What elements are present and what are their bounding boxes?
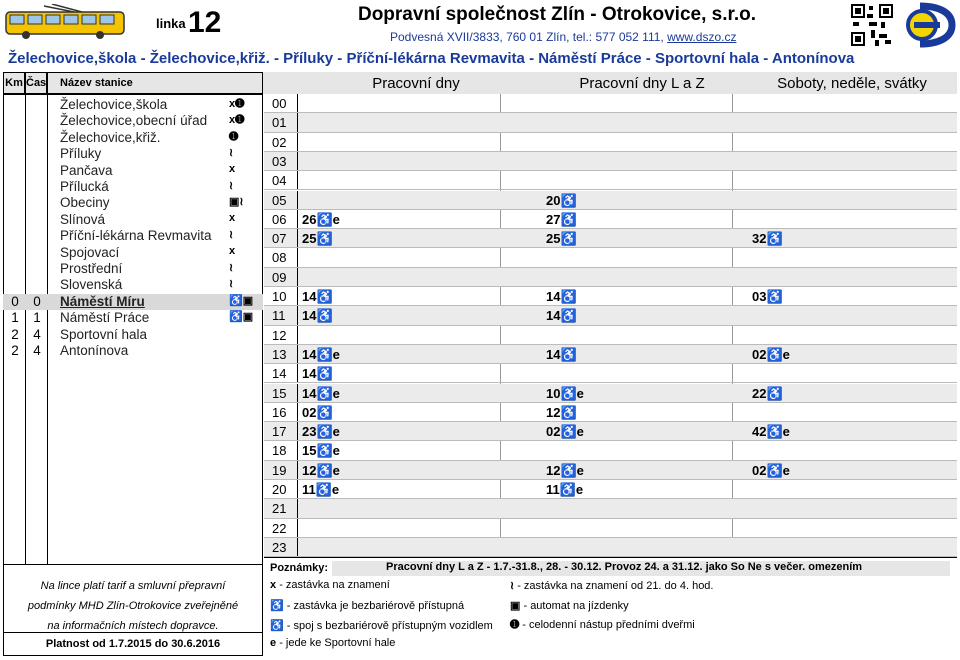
legend-text: - zastávka je bezbariérově přístupná	[286, 600, 465, 612]
stop-km: 1	[11, 310, 19, 326]
stop-flags: ♿▣	[229, 311, 254, 324]
hour-row	[264, 94, 957, 113]
departure-holiday-weekday: 11♿e	[546, 482, 584, 497]
hour-label: 19	[264, 461, 298, 479]
stop-flags: ♿▣	[229, 294, 254, 307]
stop-flags: x	[229, 244, 236, 257]
stop-name: Náměstí Práce	[60, 310, 150, 326]
legend-text: - celodenní nástup předními dveřmi	[522, 619, 695, 631]
hour-row	[264, 538, 957, 557]
hour-label: 09	[264, 268, 298, 286]
stop-name: Želechovice,křiž.	[60, 129, 161, 145]
trolleybus-icon	[4, 4, 126, 40]
legend-accessible-vehicle	[270, 619, 493, 632]
qr-code-icon	[851, 4, 893, 46]
stop-row	[3, 261, 263, 277]
ticket-machine-icon: ▣	[510, 600, 521, 612]
departure-weekday: 12♿e	[302, 462, 340, 478]
column-header-row	[3, 72, 957, 94]
departure-holiday-weekday: 20♿	[546, 192, 577, 208]
hour-row	[264, 441, 957, 460]
hour-row	[264, 287, 957, 306]
departure-holiday-weekday: 14♿	[546, 289, 577, 304]
stop-name: Sportovní hala	[60, 326, 148, 342]
stop-row	[3, 294, 263, 310]
hour-row	[264, 113, 957, 132]
legend-text: - jede ke Sportovní hale	[279, 637, 396, 649]
hour-label: 21	[264, 499, 298, 517]
stop-name: Pančava	[60, 162, 113, 178]
hour-label: 22	[264, 519, 298, 537]
note-line-2: podmínky MHD Zlín-Otrokovice zveřejněné	[27, 600, 239, 612]
legend-night-request-stop	[510, 579, 713, 592]
departure-weekend: 32♿	[752, 231, 783, 247]
hour-label: 23	[264, 538, 298, 556]
departure-weekday: 25♿	[302, 231, 333, 247]
departure-weekday: 14♿	[302, 308, 333, 324]
stop-name: Náměstí Míru	[60, 293, 145, 309]
station-header: Název stanice	[47, 72, 263, 94]
legend-accessible-stop	[270, 599, 464, 612]
stop-row	[3, 245, 263, 261]
stop-km: 2	[11, 326, 19, 342]
service-remark: Pracovní dny L a Z - 1.7.-31.8., 28. - 30.12. Provoz 24. a 31.12. jako So Ne s večer. omezením	[386, 561, 863, 573]
timetable-grid	[264, 94, 957, 557]
hour-label: 16	[264, 403, 298, 421]
stop-time: 1	[33, 310, 41, 326]
stop-row	[3, 163, 263, 179]
stop-km: 2	[11, 343, 19, 358]
hour-label: 11	[264, 306, 298, 324]
legend-sports-hall	[270, 637, 395, 649]
stop-flags: x➊	[229, 114, 245, 127]
departure-weekday: 14♿	[302, 289, 333, 304]
night-request-icon: ≀	[510, 580, 515, 592]
hour-row	[264, 248, 957, 267]
departure-holiday-weekday: 12♿	[546, 404, 577, 420]
stop-name: Želechovice,škola	[60, 97, 168, 112]
hour-label: 03	[264, 152, 298, 170]
accessible-vehicle-icon: ♿	[270, 620, 284, 632]
departure-weekday: 15♿e	[302, 443, 340, 459]
note-line-1: Na lince platí tarif a smluvní přepravní	[40, 580, 226, 592]
hour-row	[264, 345, 957, 364]
departure-weekday: 02♿	[302, 404, 333, 420]
hour-row	[264, 403, 957, 422]
time-header: Čas	[25, 72, 47, 94]
hour-row	[264, 133, 957, 152]
hour-label: 14	[264, 364, 298, 382]
note-line-3: na informačních místech dopravce.	[47, 620, 219, 632]
stop-row	[3, 212, 263, 228]
hour-row	[264, 171, 957, 190]
stop-name: Spojovací	[60, 244, 120, 260]
hour-row	[264, 480, 957, 499]
hour-label: 10	[264, 287, 298, 305]
stop-flags: x	[229, 211, 236, 224]
stop-row	[3, 113, 263, 129]
legend-text: - spoj s bezbariérově přístupným vozidlem	[286, 620, 493, 632]
stop-row	[3, 195, 263, 211]
hour-label: 06	[264, 210, 298, 228]
hour-label: 02	[264, 133, 298, 151]
stop-name: Želechovice,obecní úřad	[60, 113, 208, 129]
hour-label: 18	[264, 441, 298, 459]
hour-label: 20	[264, 480, 298, 498]
stop-row	[3, 277, 263, 293]
request-stop-icon: x	[270, 579, 277, 591]
stop-flags: ≀	[229, 229, 234, 242]
tariff-note	[3, 564, 263, 632]
stop-flags: ➊	[229, 130, 239, 143]
validity-period: Platnost od 1.7.2015 do 30.6.2016	[3, 632, 263, 656]
hour-row	[264, 499, 957, 518]
departure-weekday: 14♿e	[302, 346, 340, 362]
hour-label: 17	[264, 422, 298, 440]
legend-request-stop	[270, 579, 390, 591]
stop-name: Příční-lékárna Revmavita	[60, 228, 212, 244]
departure-holiday-weekday: 27♿	[546, 211, 577, 227]
hour-row	[264, 268, 957, 287]
departure-weekend: 02♿e	[752, 462, 790, 478]
departure-holiday-weekday: 25♿	[546, 231, 577, 247]
departure-weekday: 14♿	[302, 366, 333, 382]
holiday-weekday-column-title: Pracovní dny L a Z	[579, 75, 705, 92]
stop-row	[3, 343, 263, 359]
departure-holiday-weekday: 14♿	[546, 346, 577, 362]
weekday-column-title: Pracovní dny	[372, 75, 460, 92]
hour-label: 05	[264, 191, 298, 209]
hour-row	[264, 364, 957, 383]
stop-name: Prostřední	[60, 261, 123, 276]
hour-row	[264, 152, 957, 171]
hour-row	[264, 519, 957, 538]
departure-weekend: 03♿	[752, 289, 783, 304]
departure-holiday-weekday: 12♿e	[546, 462, 584, 478]
line-number: 12	[188, 6, 222, 39]
legend	[264, 557, 957, 657]
km-header: Km	[3, 72, 25, 94]
departure-holiday-weekday: 10♿e	[546, 385, 584, 401]
stop-time: 4	[33, 343, 41, 358]
company-address: Podvesná XVII/3833, 760 01 Zlín, tel.: 577 052 111, www.dszo.cz	[390, 30, 737, 44]
departure-holiday-weekday: 02♿e	[546, 424, 584, 440]
hour-label: 13	[264, 345, 298, 363]
departure-weekend: 02♿e	[752, 346, 790, 362]
departure-weekend: 42♿e	[752, 424, 790, 440]
front-door-icon: ➊	[510, 619, 520, 631]
hour-row	[264, 191, 957, 210]
departure-weekend: 22♿	[752, 385, 783, 401]
departure-weekday: 11♿e	[302, 482, 340, 497]
stop-flags: ▣≀	[229, 196, 244, 209]
departure-weekday: 23♿e	[302, 424, 340, 440]
stop-flags: x➊	[229, 98, 245, 110]
company-logo	[900, 2, 956, 48]
stop-time: 4	[33, 326, 41, 342]
hour-row	[264, 229, 957, 248]
hour-label: 00	[264, 94, 298, 112]
stop-name: Přílucká	[60, 179, 109, 194]
stop-flags: ≀	[229, 262, 234, 274]
stop-row	[3, 130, 263, 146]
hour-label: 12	[264, 326, 298, 344]
hour-label: 07	[264, 229, 298, 247]
stop-flags: ≀	[229, 180, 234, 192]
stop-row	[3, 310, 263, 326]
stop-name: Slínová	[60, 211, 106, 227]
hour-row	[264, 422, 957, 441]
legend-ticket-machine	[510, 599, 629, 612]
stop-row	[3, 97, 263, 113]
stop-row	[3, 327, 263, 343]
stop-row	[3, 146, 263, 162]
legend-front-door	[510, 618, 695, 631]
departure-holiday-weekday: 14♿	[546, 308, 577, 324]
hour-label: 01	[264, 113, 298, 131]
wheelchair-icon: ♿	[270, 600, 284, 612]
company-name: Dopravní společnost Zlín - Otrokovice, s.r.o.	[357, 4, 757, 25]
stop-flags: x	[229, 162, 236, 175]
stop-flags: ≀	[229, 147, 234, 160]
departure-weekday: 14♿e	[302, 385, 340, 401]
stop-flags: ≀	[229, 278, 234, 291]
stop-name: Příluky	[60, 146, 102, 162]
legend-text: - zastávka na znamení	[279, 579, 390, 591]
stop-name: Antonínova	[60, 343, 129, 358]
hour-label: 15	[264, 384, 298, 402]
weekend-column-title: Soboty, neděle, svátky	[777, 75, 927, 92]
stop-name: Obeciny	[60, 195, 110, 211]
stop-time: 0	[33, 293, 41, 309]
hour-row	[264, 210, 957, 229]
hour-label: 08	[264, 248, 298, 266]
departure-weekday: 26♿e	[302, 211, 340, 227]
legend-text: - automat na jízdenky	[523, 600, 629, 612]
stop-row	[3, 228, 263, 244]
route-description: Želechovice,škola - Želechovice,křiž. - Příluky - Příční-lékárna Revmavita - Náměstí Práce - Sportovní hala - Antonínova	[8, 50, 855, 67]
line-label: linka	[156, 16, 186, 31]
legend-text: - zastávka na znamení od 21. do 4. hod.	[517, 580, 714, 592]
stop-name: Slovenská	[60, 277, 123, 293]
stop-row	[3, 179, 263, 195]
stop-km: 0	[11, 293, 19, 309]
hour-row	[264, 384, 957, 403]
website-link[interactable]: www.dszo.cz	[667, 30, 737, 44]
sports-hall-marker: e	[270, 637, 277, 649]
hour-row	[264, 326, 957, 345]
legend-title: Poznámky:	[270, 562, 329, 574]
hour-row	[264, 461, 957, 480]
hour-row	[264, 306, 957, 325]
hour-label: 04	[264, 171, 298, 189]
stops-list	[3, 97, 263, 567]
